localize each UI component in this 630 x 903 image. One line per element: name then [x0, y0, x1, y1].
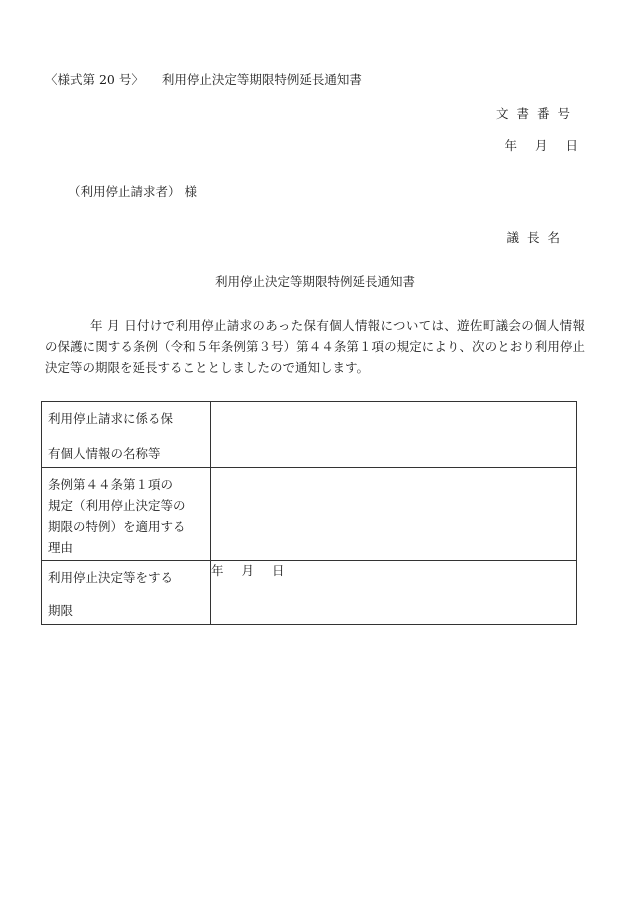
label-line: 利用停止決定等をする	[48, 570, 174, 585]
deadline-day: 日	[272, 563, 285, 578]
label-line: 利用停止請求に係る保	[48, 411, 174, 426]
info-table	[41, 401, 577, 625]
document-number-label: 文書番号	[495, 106, 578, 121]
row-label	[42, 561, 211, 625]
deadline-date	[211, 561, 577, 625]
row-value	[211, 468, 577, 561]
form-number: 〈様式第 20 号〉	[45, 72, 144, 87]
label-line: 規定（利用停止決定等の	[48, 498, 186, 513]
document-title: 利用停止決定等期限特例延長通知書	[214, 274, 415, 289]
label-line: 期限	[48, 603, 74, 618]
table-row	[42, 402, 577, 468]
form-title: 利用停止決定等期限特例延長通知書	[161, 72, 362, 87]
row-label	[42, 402, 211, 468]
label-line: 期限の特例）を適用する	[48, 519, 186, 534]
deadline-month: 月	[241, 563, 255, 578]
date-month: 月	[534, 138, 548, 153]
label-line: 条例第４４条第１項の	[48, 477, 174, 492]
row-label	[42, 468, 211, 561]
form-header	[45, 70, 362, 88]
issue-date	[486, 136, 578, 154]
row-value	[211, 402, 577, 468]
label-line: 理由	[48, 540, 74, 555]
date-year: 年	[504, 138, 517, 153]
table-row	[42, 561, 577, 625]
date-day: 日	[565, 138, 578, 153]
label-line: 有個人情報の名称等	[48, 446, 161, 461]
recipient: （利用停止請求者） 様	[68, 184, 197, 199]
body-text: 年 月 日付けで利用停止請求のあった保有個人情報については、遊佐町議会の個人情報の保護に関する条例（令和５年条例第３号）第４４条第１項の規定により、次のとおり利用停止決定等の期限を延長することとしましたので通知します。	[45, 318, 585, 375]
sender-name: 議長名	[506, 230, 568, 245]
table-row	[42, 468, 577, 561]
deadline-year: 年	[211, 563, 224, 578]
